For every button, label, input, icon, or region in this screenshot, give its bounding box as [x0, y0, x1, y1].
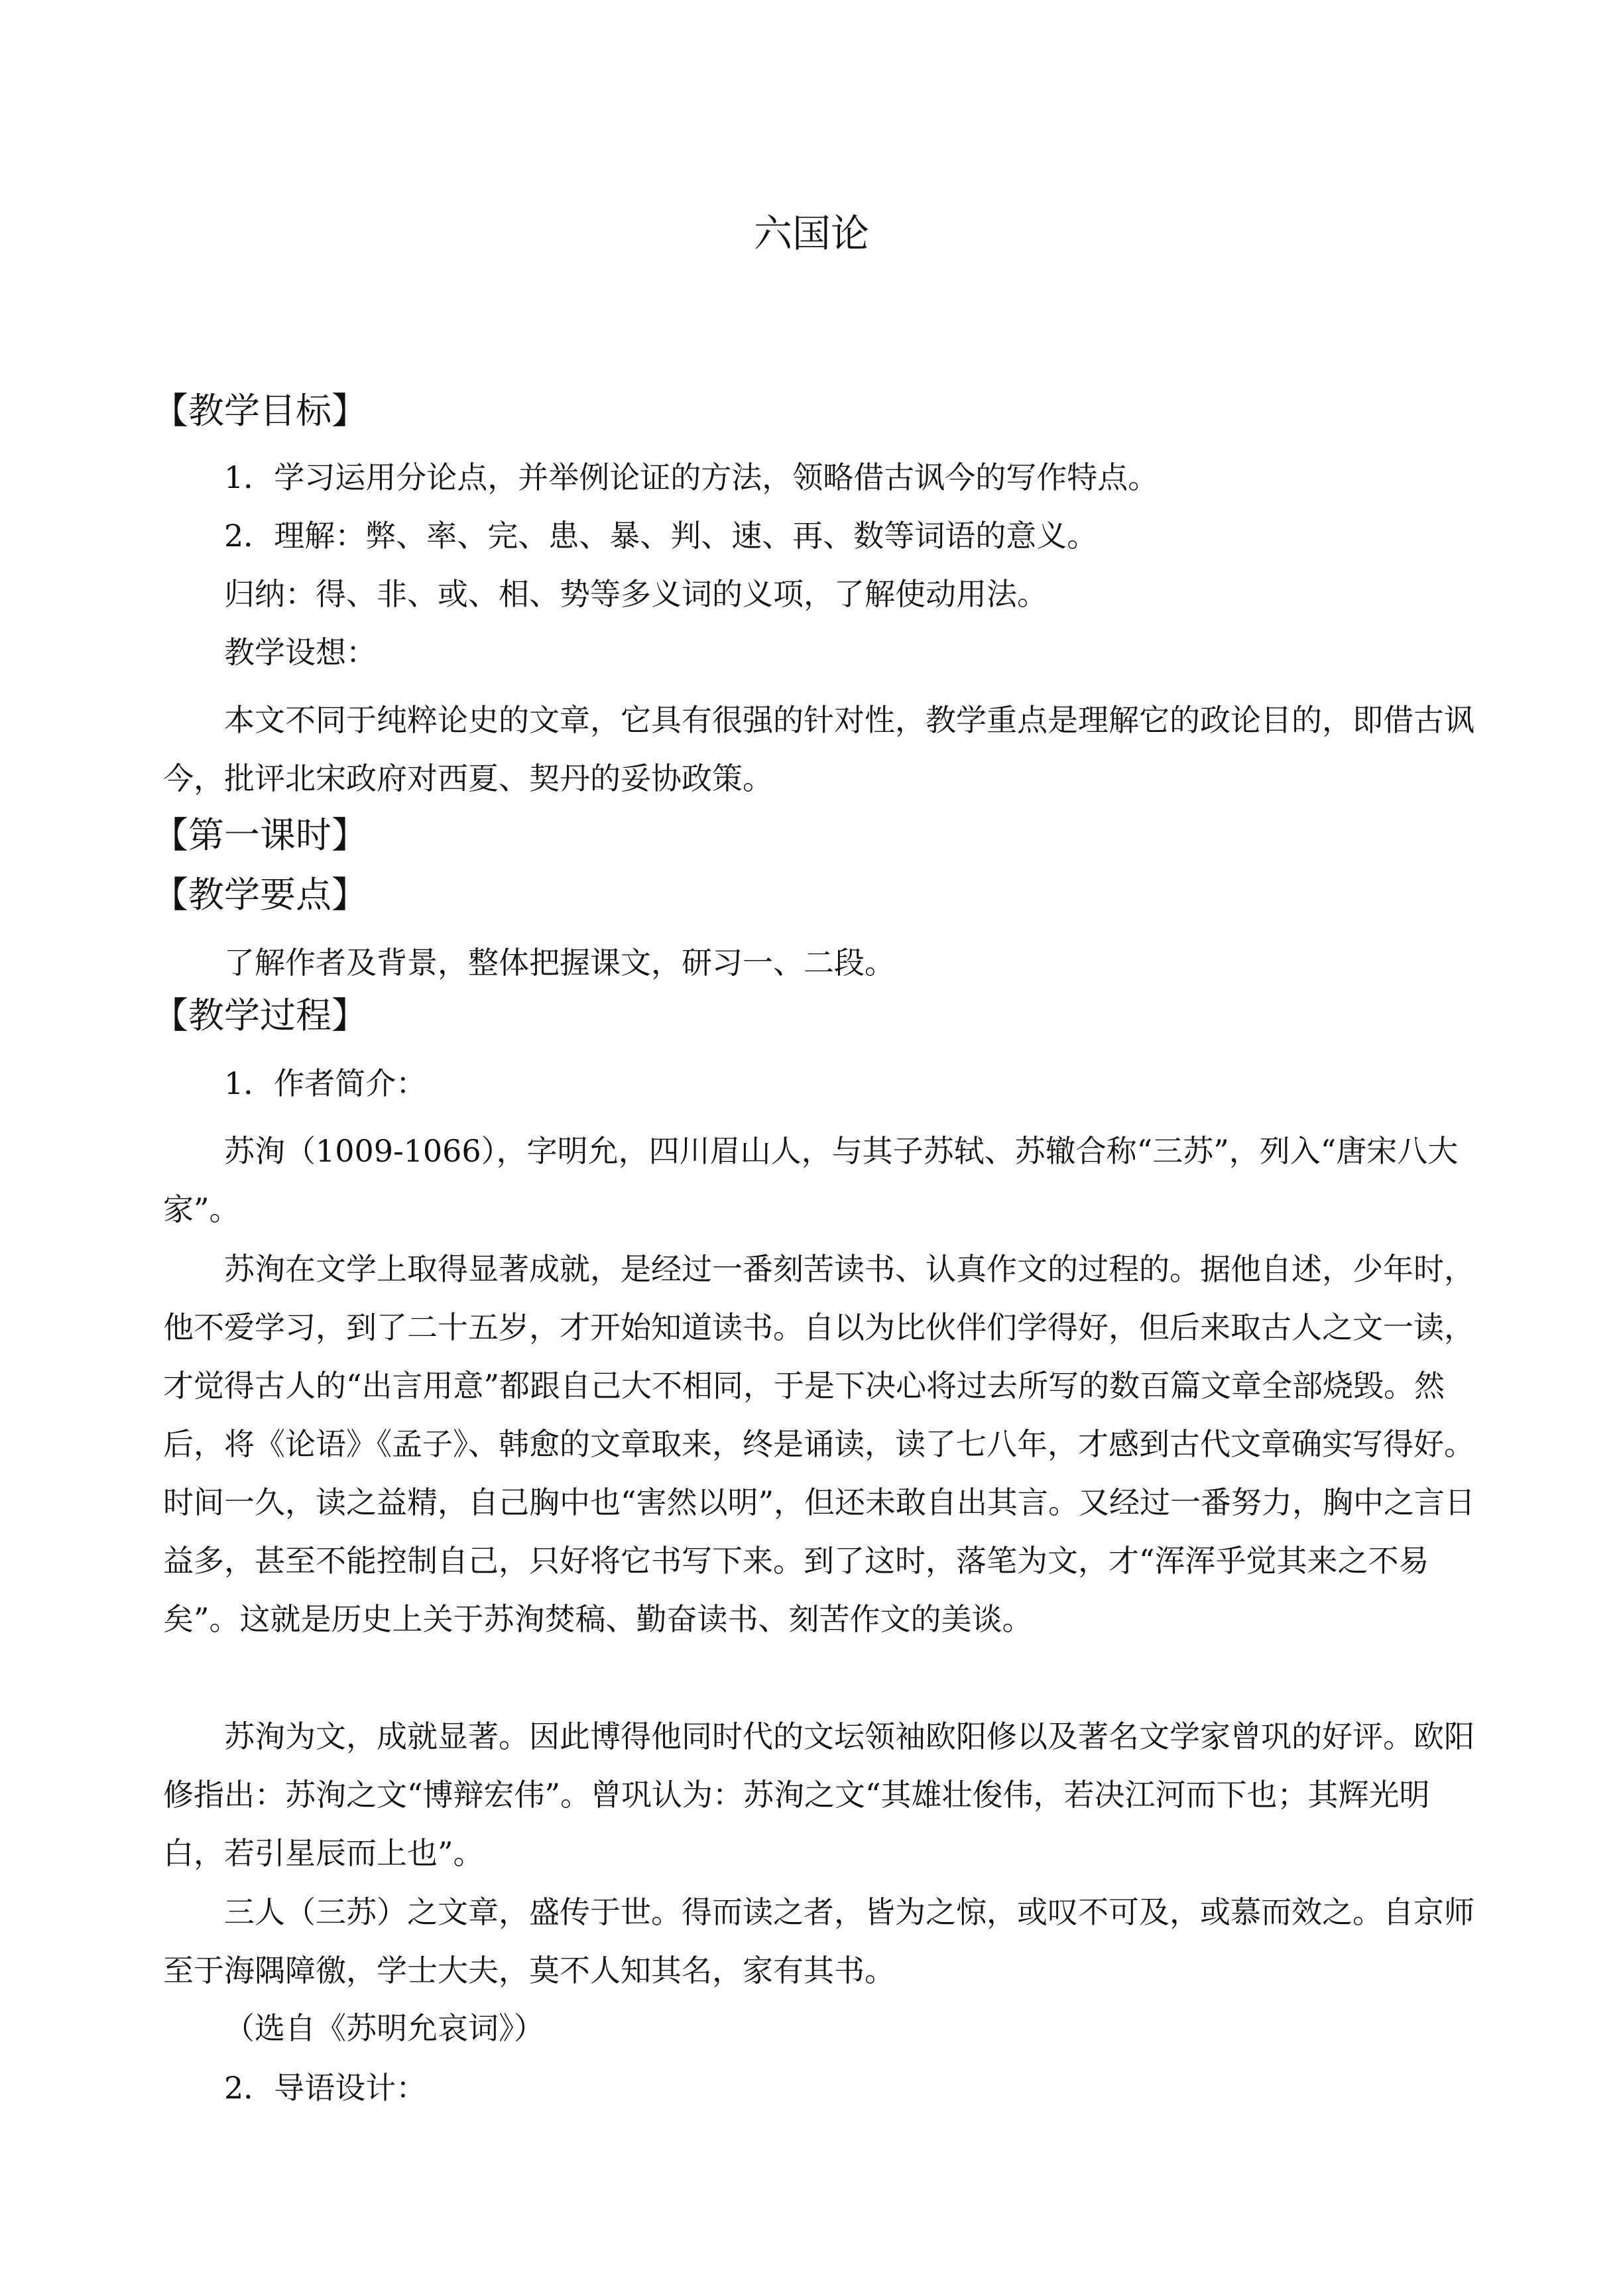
process-item-author-intro: 1．作者简介： — [224, 1065, 427, 1101]
heading-first-lesson: 【第一课时】 — [152, 814, 367, 856]
author-study-paragraph: 苏洵在文学上取得显著成就，是经过一番刻苦读书、认真作文的过程的。据他自述，少年时，他不爱学习，到了二十五岁，才开始知道读书。自以为比伙伴们学得好，但后来取古人之文一读，才觉得古人的“出言用意”都跟自己大不相同，于是下决心将过去所写的数百篇文章全部烧毁。然后，将《论语》《孟子》、韩愈的文章取来，终是诵读，读了七八年，才感到古代文章确实写得好。时间一久，读之益精，自己胸中也“害然以明”，但还未敢自出其言。又经过一番努力，胸中之言日益多，甚至不能控制自己，只好将它书写下来。到了这时，落笔为文，才“浑浑乎觉其来之不易矣”。这就是历史上关于苏洵焚稿、勤奋读书、刻苦作文的美谈。 — [163, 1251, 1476, 1637]
heading-key-points: 【教学要点】 — [152, 874, 367, 916]
objective-item-2: 2．理解：弊、率、完、患、暴、判、速、再、数等词语的意义。 — [224, 518, 1098, 554]
process-item-intro-design: 2．导语设计： — [224, 2070, 427, 2106]
objective-item-1: 1．学习运用分论点，并举例论证的方法，领略借古讽今的写作特点。 — [224, 459, 1159, 495]
heading-teaching-process: 【教学过程】 — [152, 995, 367, 1036]
document-title: 六国论 — [753, 211, 869, 256]
objective-item-3: 归纳：得、非、或、相、势等多义词的义项，了解使动用法。 — [224, 576, 1048, 612]
author-bio-paragraph: 苏洵（1009-1066），字明允，四川眉山人，与其子苏轼、苏辙合称“三苏”，列入“唐宋八大家”。 — [163, 1133, 1459, 1227]
three-su-paragraph: 三人（三苏）之文章，盛传于世。得而读之者，皆为之惊，或叹不可及，或慕而效之。自京师至于海隅障徼，学士大夫，莫不人知其名，家有其书。 — [163, 1894, 1474, 1988]
teaching-idea-label: 教学设想： — [224, 634, 377, 670]
quote-source: （选自《苏明允哀词》） — [224, 2010, 544, 2046]
author-reputation-paragraph: 苏洵为文，成就显著。因此博得他同时代的文坛领袖欧阳修以及著名文学家曾巩的好评。欧阳修指出：苏洵之文“博辩宏伟”。曾巩认为：苏洵之文“其雄壮俊伟，若决江河而下也；其辉光明白，若引星辰而上也”。 — [163, 1719, 1474, 1871]
heading-teaching-objectives: 【教学目标】 — [152, 390, 367, 432]
teaching-idea-paragraph: 本文不同于纯粹论史的文章，它具有很强的针对性，教学重点是理解它的政论目的，即借古讽今，批评北宋政府对西夏、契丹的妥协政策。 — [163, 702, 1474, 796]
key-points-text: 了解作者及背景，整体把握课文，研习一、二段。 — [224, 945, 895, 981]
